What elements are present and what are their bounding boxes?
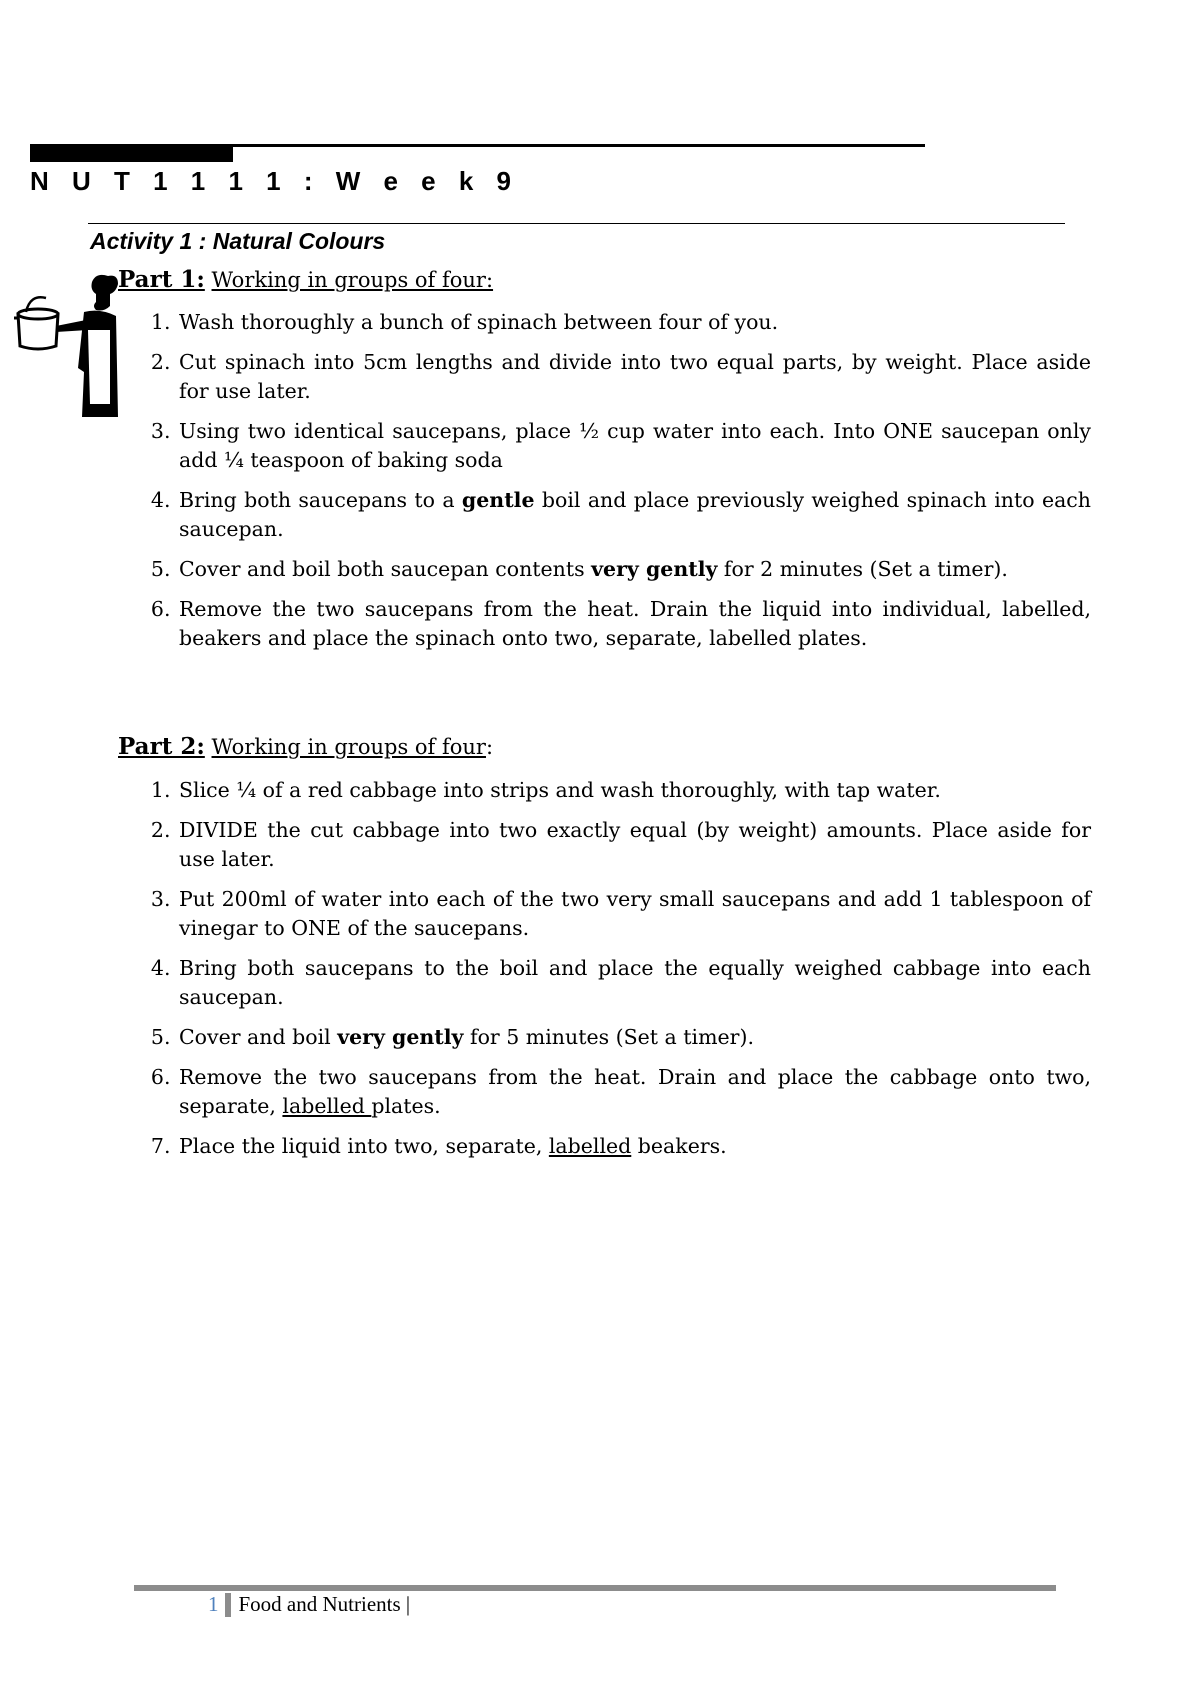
- part2-label: Part 2:: [118, 733, 205, 760]
- footer-text: Food and Nutrients |: [238, 1592, 411, 1616]
- header-accent-bar: [30, 144, 233, 162]
- part1-subtitle: Working in groups of four:: [211, 268, 494, 292]
- part1-label: Part 1:: [118, 266, 205, 293]
- activity-rule: [88, 223, 1065, 224]
- chef-silhouette-icon: [12, 272, 120, 417]
- list-item: 3. Using two identical saucepans, place ½ cup water into each. Into ONE saucepan only add ¼ teaspoon of baking soda: [177, 417, 1091, 475]
- list-item: 2. Cut spinach into 5cm lengths and divide into two equal parts, by weight. Place aside for use later.: [177, 348, 1091, 406]
- list-item: 4. Bring both saucepans to a gentle boil and place previously weighed spinach into each saucepan.: [177, 486, 1091, 544]
- list-item: 5. Cover and boil very gently for 5 minutes (Set a timer).: [177, 1023, 1091, 1052]
- list-item: 7. Place the liquid into two, separate, labelled beakers.: [177, 1132, 1091, 1161]
- footer-rule: [134, 1585, 1056, 1591]
- part2-heading: [118, 733, 493, 760]
- part1-steps-list: [147, 308, 1091, 664]
- list-item: 6. Remove the two saucepans from the heat. Drain the liquid into individual, labelled, beakers and place the spinach onto two, separate, labelled plates.: [177, 595, 1091, 653]
- part1-heading: [118, 266, 493, 293]
- part2-colon: :: [485, 735, 494, 759]
- list-item: 1. Wash thoroughly a bunch of spinach between four of you.: [177, 308, 1091, 337]
- page-number: 1: [208, 1592, 219, 1616]
- list-item: 4. Bring both saucepans to the boil and place the equally weighed cabbage into each saucepan.: [177, 954, 1091, 1012]
- list-item: 5. Cover and boil both saucepan contents very gently for 2 minutes (Set a timer).: [177, 555, 1091, 584]
- list-item: 2. DIVIDE the cut cabbage into two exactly equal (by weight) amounts. Place aside for use later.: [177, 816, 1091, 874]
- page-footer: [208, 1592, 410, 1617]
- list-item: 1. Slice ¼ of a red cabbage into strips and wash thoroughly, with tap water.: [177, 776, 1091, 805]
- course-title: N U T 1 1 1 1 : W e e k 9: [30, 166, 519, 196]
- list-item: 3. Put 200ml of water into each of the two very small saucepans and add 1 tablespoon of vinegar to ONE of the saucepans.: [177, 885, 1091, 943]
- part2-subtitle: Working in groups of four: [211, 735, 486, 759]
- activity-heading: Activity 1 : Natural Colours: [90, 228, 386, 254]
- footer-divider: [225, 1593, 231, 1617]
- list-item: 6. Remove the two saucepans from the heat. Drain and place the cabbage onto two, separate, labelled plates.: [177, 1063, 1091, 1121]
- part2-steps-list: [147, 776, 1091, 1172]
